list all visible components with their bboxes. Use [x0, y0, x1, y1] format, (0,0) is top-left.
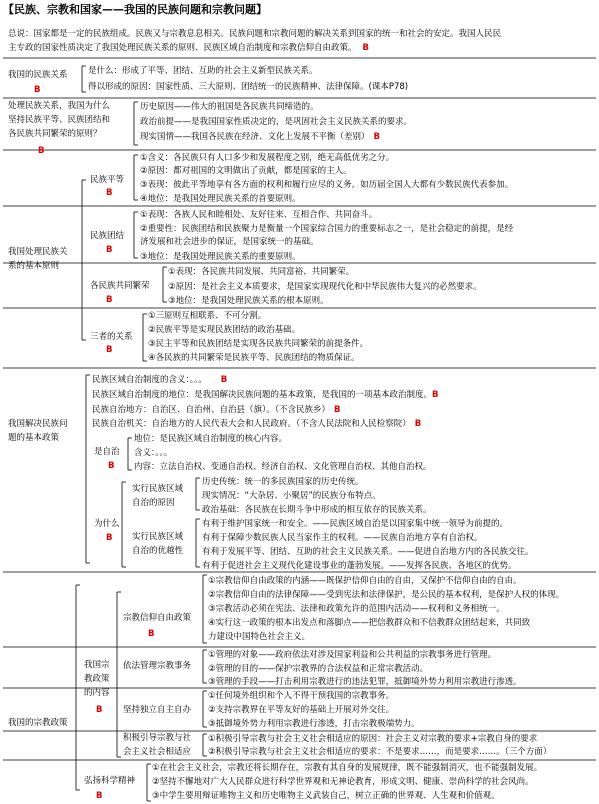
sub-label: 弘扬科学精神	[84, 776, 136, 786]
marker-b: B	[106, 533, 113, 543]
text-line: 民族区域自治制度的含义：。。。 B	[92, 375, 228, 385]
section-label: 坚持民族平等、民族团结和	[8, 115, 111, 125]
text-line: 现实国情——我国各民族在经济、文化上发展不平衡（差别） B	[140, 132, 380, 142]
sub-label: 三者的关系	[90, 332, 133, 342]
sub-label: 为什么	[94, 519, 120, 529]
text-line: 含义：。。。	[134, 448, 173, 458]
text-line: 得以形成的原因：国家性质、三大原则、团结统一的民族精神、法律保障。(课本P78)	[88, 82, 409, 92]
text-line: ①积极引导宗教与社会主义社会相适应的原因：社会主义对宗教的要求+宗教自身的要求	[208, 734, 538, 744]
text-line: ③中学生要用辩证唯物主义和历史唯物主义武装自己，树立正确的世界观、人生观和价值观。	[152, 791, 500, 801]
sub-label: 坚持独立自主自办	[123, 705, 192, 715]
sub-label: 自治的优越性	[132, 546, 184, 556]
sub-label: 是自治	[94, 447, 120, 457]
section-label: 我国的宗教政策	[8, 718, 68, 728]
text-line: ③民主平等和民族团结是实现各民族共同繁荣的前提条件。	[148, 339, 369, 349]
text-line: 政治基础：各民族在长期斗争中形成的相互依存的民族关系。	[202, 505, 432, 515]
text-line: ②宗教信仰自由的法律保障——受到宪法和法律保护，是公民的基本权利，是保护人权的体现。	[208, 590, 565, 600]
sub-label: 依法管理宗教事务	[123, 661, 192, 671]
text-line: 是什么：形成了平等、团结、互助的社会主义新型民族关系。	[88, 66, 318, 76]
text-line: ②原因：都对祖国的文明做出了贡献，都是国家的主人。	[140, 166, 352, 176]
marker-b: B	[96, 705, 103, 715]
intro-line: 总说：国家都是一定的民族组成。民族又与宗教息息相关。民族问题和宗教问题的解决关系到国家的统一和社会的安定。我国人民民	[8, 29, 502, 39]
text-line: 济发展和社会进步的保证，是国家统一的基础。	[140, 237, 319, 247]
sub-label: 的内容	[84, 688, 110, 698]
text-line: ①含义：各民族只有人口多少和发展程度之别，绝无高低优劣之分。	[140, 153, 395, 163]
text-line: 现实情况：“大杂居、小聚居”的民族分布特点。	[202, 491, 381, 501]
text-line: ④地位：是我国处理民族关系的首要原则。	[140, 194, 301, 204]
marker-b: B	[106, 295, 113, 305]
text-line: ①三原则互相联系、不可分割。	[148, 311, 267, 321]
sub-label: 积极引导宗教与社	[123, 733, 192, 743]
section-label: 系的基本原则	[8, 261, 60, 271]
section-label: 各民族共同繁荣的原则？	[8, 129, 102, 139]
text-line: ①在社会主义社会，宗教还将长期存在，宗教有其自身的发展规律，既不能强制消灭，也不能强制发展。	[152, 763, 543, 773]
text-line: 历史原因——伟大的祖国是各民族共同缔造的。	[140, 102, 319, 112]
intro-line: 主专政的国家性质决定了我国处理民族关系的原则、民族区域自治制度和宗教信仰自由政策。 B	[8, 43, 369, 53]
text-line: 有利于保障少数民族人民当家作主的权利。——民族自治地方享有自治权。	[202, 533, 483, 543]
text-line: ③地位：是我国处理民族关系的根本原则。	[168, 296, 329, 306]
text-line: 历史传统：统一的多民族国家的历史传统。	[202, 477, 364, 487]
text-line: 力建设中国特色社会主义。	[208, 632, 311, 642]
sub-label: 自治的原因	[132, 498, 175, 508]
page-title: 【民族、宗教和国家——我国的民族问题和宗教问题】	[3, 3, 267, 16]
text-line: 有利于促进社会主义现代化建设事业的蓬勃发展。——发挥各民族、各地区的优势。	[202, 561, 517, 571]
text-line: ③抵御境外势力利用宗教进行渗透，打击宗教极端势力。	[208, 719, 420, 729]
marker-b: B	[34, 85, 41, 95]
section-label: 我国解决民族问	[8, 419, 68, 429]
section-label: 我国的民族关系	[8, 70, 68, 80]
text-line: ②管理的目的——保护宗教界的合法权益和正常宗教活动。	[208, 664, 429, 674]
text-line: ④实行这一政策的根本出发点和落脚点——把信教群众和不信教群众团结起来，共同致	[208, 618, 531, 628]
section-label: 处理民族关系，我国为什么	[8, 101, 111, 111]
marker-b: B	[96, 791, 103, 801]
section-label: 我国处理民族关	[8, 247, 68, 257]
text-line: ②支持宗教界在平等友好的基础上开展对外交往。	[208, 705, 395, 715]
text-line: 民族自治机关：自治地方的人民代表大会和人民政府。（不含人民法院和人民检察院） B	[92, 419, 422, 429]
sub-label: 我国宗	[84, 660, 110, 670]
sub-label: 会主义社会相适应	[123, 747, 192, 757]
marker-b: B	[38, 146, 45, 156]
sub-label: 实行民族区域	[132, 532, 184, 542]
text-line: ③管理的手段——打击利用宗教进行的违法犯罪，抵御境外势力利用宗教进行渗透。	[208, 677, 522, 687]
text-line: ②坚持不懈地对广大人民群众进行科学世界观和无神论教育，形成文明、健康、崇尚科学的社会风尚。	[152, 777, 534, 787]
marker-b: B	[106, 245, 113, 255]
sub-label: 各民族共同繁荣	[90, 281, 150, 291]
marker-b: B	[108, 461, 115, 471]
section-label: 题的基本政策	[8, 433, 60, 443]
text-line: ②民族平等是实现民族团结的政治基础。	[148, 325, 301, 335]
sub-label: 教政策	[84, 674, 110, 684]
text-line: ②积极引导宗教与社会主义社会相适应的要求：不是要求……，而是要求……。（三个方面）	[208, 747, 552, 757]
text-line: ③地位：是我国处理民族关系的重要原则。	[140, 252, 301, 262]
text-line: 政治前提——是我国国家性质决定的，是巩固社会主义民族关系的要求。	[140, 117, 413, 127]
text-line: ①管理的对象——政府依法对涉及国家利益和公共利益的宗教事务进行管理。	[208, 650, 497, 660]
sub-label: 民族平等	[90, 175, 125, 185]
sub-label: 实行民族区域	[132, 484, 184, 494]
marker-b: B	[106, 188, 113, 198]
text-line: ②原因：是社会主义本质要求，是国家实现现代化和中华民族伟大复兴的必然要求。	[168, 282, 482, 292]
text-line: 有利于维护国家统一和安全。——民族区域自治是以国家集中统一领导为前提的。	[202, 519, 509, 529]
text-line: 地位：是民族区域自治制度的核心内容。	[134, 434, 288, 444]
text-line: 民族自治地方：自治区、自治州、自治县（旗）。（不含民族乡） B	[92, 405, 341, 415]
text-line: ①任何境外组织和个人不得干预我国的宗教事务。	[208, 691, 395, 701]
text-line: 民族区域自治制度的地位：是我国解决民族问题的基本政策，是我国的一项基本政治制度。B	[92, 390, 439, 400]
text-line: ④各民族的共同繁荣是民族平等、民族团结的物质保证。	[148, 353, 360, 363]
text-line: ①宗教信仰自由政策的内涵——既保护信仰自由的自由，又保护不信仰自由的自由。	[208, 576, 522, 586]
text-line: ③宗教活动必须在宪法、法律和政策允许的范围内活动——权利和义务相统一。	[208, 604, 505, 614]
sub-label: 民族团结	[90, 231, 125, 241]
sub-label: 宗教信仰自由政策	[123, 613, 192, 623]
marker-b: B	[148, 629, 155, 639]
text-line: 内容：立法自治权、变通自治权、经济自治权、文化管理自治权、其他自治权。	[134, 462, 432, 472]
text-line: ①表现：各族人民和睦相处、友好往来、互相合作、共同奋斗。	[140, 210, 378, 220]
marker-b: B	[106, 345, 113, 355]
text-line: 有利于发展平等、团结、互助的社会主义民族关系。——促进自治地方内的各民族交往。	[202, 547, 534, 557]
text-line: ①表现：各民族共同发展、共同富裕、共同繁荣。	[168, 267, 355, 277]
text-line: ②重要性：民族团结和民族聚力是衡量一个国家综合国力的重要标志之一，是社会稳定的前提，是经	[140, 224, 514, 234]
text-line: ③表现：彼此平等地享有各方面的权利和履行应尽的义务。如历届全国人大都有少数民族代表参加。	[140, 180, 514, 190]
